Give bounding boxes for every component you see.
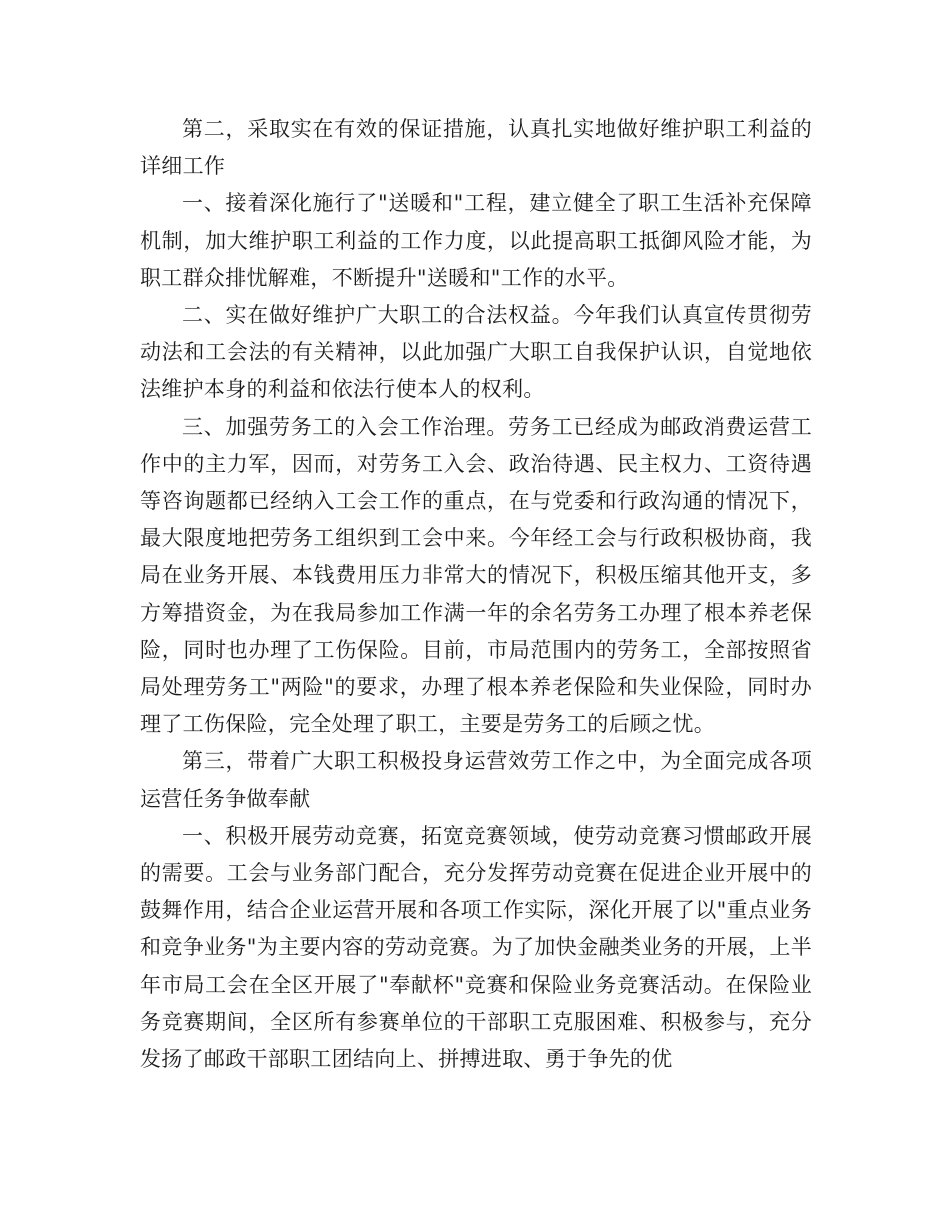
paragraph-labor-union-membership: 三、加强劳务工的入会工作治理。劳务工已经成为邮政消费运营工作中的主力军，因而，对劳务工入会、政治待遇、民主权力、工资待遇等咨询题都已经纳入工会工作的重点，在与党委和行政沟通的情况下，最大限度地把劳务工组织到工会中来。今年经工会与行政积极协商，我局在业务开展、本钱费用压力非常大的情况下，积极压缩其他开支，多方筹措资金，为在我局参加工作满一年的余名劳务工办理了根本养老保险，同时也办理了工伤保险。目前，市局范围内的劳务工，全部按照省局处理劳务工"两险"的要求，办理了根本养老保险和失业保险，同时办理了工伤保险，完全处理了职工，主要是劳务工的后顾之忧。 xyxy=(140,414,812,737)
paragraph-warmth-project: 一、接着深化施行了"送暖和"工程，建立健全了职工生活补充保障机制，加大维护职工利益的工作力度，以此提高职工抵御风险才能，为职工群众排忧解难，不断提升"送暖和"工作的水平。 xyxy=(140,191,812,290)
paragraph-labor-competition: 一、积极开展劳动竞赛，拓宽竞赛领域，使劳动竞赛习惯邮政开展的需要。工会与业务部门配合，充分发挥劳动竞赛在促进企业开展中的鼓舞作用，结合企业运营开展和各项工作实际，深化开展了以"重点业务和竞争业务"为主要内容的劳动竞赛。为了加快金融类业务的开展，上半年市局工会在全区开展了"奉献杯"竞赛和保险业务竞赛活动。在保险业务竞赛期间，全区所有参赛单位的干部职工克服困难、积极参与，充分发扬了邮政干部职工团结向上、拼搏进取、勇于争先的优 xyxy=(140,823,812,1072)
section-heading-third: 第三，带着广大职工积极投身运营效劳工作之中，为全面完成各项运营任务争做奉献 xyxy=(140,749,812,811)
section-heading-second: 第二，采取实在有效的保证措施，认真扎实地做好维护职工利益的详细工作 xyxy=(140,117,812,179)
document-body xyxy=(140,111,812,1078)
paragraph-legal-rights: 二、实在做好维护广大职工的合法权益。今年我们认真宣传贯彻劳动法和工会法的有关精神，以此加强广大职工自我保护认识，自觉地依法维护本身的利益和依法行使本人的权利。 xyxy=(140,303,812,402)
